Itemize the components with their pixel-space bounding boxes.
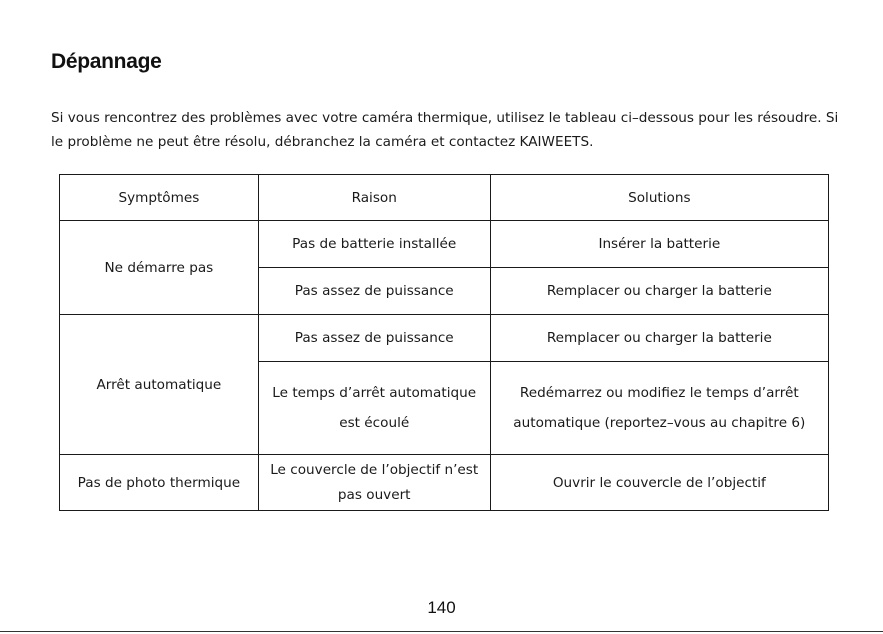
reason-cell: Pas assez de puissance [258, 315, 490, 362]
page-number: 140 [427, 598, 456, 617]
symptom-cell: Ne démarre pas [60, 221, 259, 315]
solution-cell: Remplacer ou charger la batterie [490, 315, 828, 362]
reason-cell [258, 455, 490, 511]
intro-paragraph: Si vous rencontrez des problèmes avec votre caméra thermique, utilisez le tableau ci–dessous pour les résoudre. Si le problème ne peut être résolu, débranchez la caméra et contactez KAIWEETS. [51, 110, 839, 150]
symptom-cell: Pas de photo thermique [60, 455, 259, 511]
table-header-row [60, 175, 829, 221]
troubleshooting-table [59, 174, 829, 511]
solution-cell: Insérer la batterie [490, 221, 828, 268]
solution-line: Redémarrez ou modifiez le temps d’arrêt [519, 385, 799, 401]
reason-line: Le couvercle de l’objectif n’est [270, 462, 479, 478]
solution-cell [490, 362, 828, 455]
table-row [60, 315, 829, 362]
header-symptoms: Symptômes [60, 175, 259, 221]
reason-line: Le temps d’arrêt automatique [272, 385, 477, 401]
reason-cell [258, 362, 490, 455]
reason-line: est écoulé [339, 415, 410, 431]
reason-line: pas ouvert [337, 487, 411, 503]
header-reason: Raison [258, 175, 490, 221]
footer-divider [0, 631, 883, 632]
solution-cell: Remplacer ou charger la batterie [490, 268, 828, 315]
table-row [60, 455, 829, 511]
header-solutions: Solutions [490, 175, 828, 221]
symptom-cell: Arrêt automatique [60, 315, 259, 455]
reason-cell: Pas de batterie installée [258, 221, 490, 268]
solution-line: automatique (reportez–vous au chapitre 6) [513, 415, 806, 431]
table-row [60, 221, 829, 268]
page-title: Dépannage [51, 50, 162, 73]
solution-cell: Ouvrir le couvercle de l’objectif [490, 455, 828, 511]
reason-cell: Pas assez de puissance [258, 268, 490, 315]
